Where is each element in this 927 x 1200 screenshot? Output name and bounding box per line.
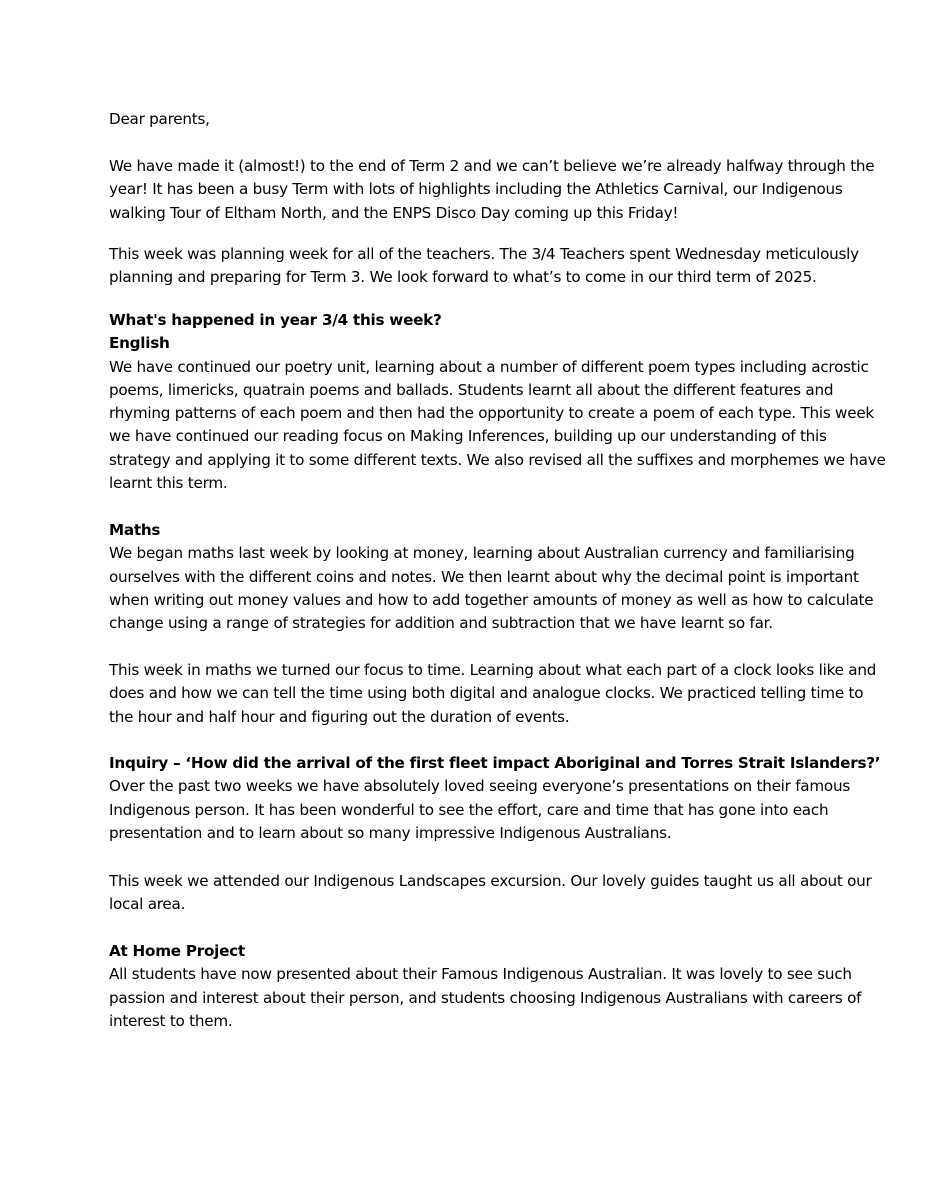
- inquiry-line: presentation and to learn about so many impressive Indigenous Australians.: [109, 823, 672, 842]
- inquiry-section: [109, 752, 881, 845]
- english-line: we have continued our reading focus on Making Inferences, building up our understanding of this: [109, 427, 827, 446]
- english-line: We have continued our poetry unit, learning about a number of different poem types including acrostic: [109, 357, 869, 376]
- excursion-paragraph: [109, 870, 872, 917]
- greeting-text: Dear parents,: [109, 110, 210, 128]
- intro-line: year! It has been a busy Term with lots of highlights including the Athletics Carnival, our Indigenous: [109, 180, 843, 199]
- english-line: strategy and applying it to some different texts. We also revised all the suffixes and morphemes we have: [109, 450, 886, 469]
- english-heading: English: [109, 334, 170, 353]
- home-project-line: All students have now presented about their Famous Indigenous Australian. It was lovely to see such: [109, 965, 852, 984]
- maths-heading: Maths: [109, 521, 161, 539]
- home-project-line: passion and interest about their person, and students choosing Indigenous Australians with careers of: [109, 988, 862, 1007]
- inquiry-line: Indigenous person. It has been wonderful to see the effort, care and time that has gone into each: [109, 800, 829, 819]
- inquiry-heading: Inquiry – ‘How did the arrival of the first fleet impact Aboriginal and Torres Strait Islanders?’: [109, 754, 881, 772]
- english-line: rhyming patterns of each poem and then had the opportunity to create a poem of each type. This week: [109, 404, 874, 423]
- inquiry-line: local area.: [109, 895, 186, 914]
- english-section: [109, 309, 886, 495]
- intro-line: walking Tour of Eltham North, and the ENPS Disco Day coming up this Friday!: [109, 203, 679, 222]
- planning-paragraph: [109, 243, 859, 290]
- planning-line: This week was planning week for all of the teachers. The 3/4 Teachers spent Wednesday meticulously: [109, 245, 859, 263]
- greeting: [109, 108, 821, 131]
- maths-line: change using a range of strategies for addition and subtraction that we have learnt so far.: [109, 614, 773, 633]
- intro-paragraph: [109, 155, 875, 225]
- maths-line: ourselves with the different coins and notes. We then learnt about why the decimal point is important: [109, 567, 859, 586]
- maths-section: [109, 519, 874, 635]
- home-project-section: [109, 940, 862, 1033]
- inquiry-line: This week we attended our Indigenous Landscapes excursion. Our lovely guides taught us all about our: [109, 872, 872, 890]
- english-line: learnt this term.: [109, 474, 228, 493]
- inquiry-line: Over the past two weeks we have absolutely loved seeing everyone’s presentations on their famous: [109, 777, 850, 796]
- maths-line: does and how we can tell the time using both digital and analogue clocks. We practiced telling time to: [109, 684, 864, 703]
- section-heading: What's happened in year 3/4 this week?: [109, 311, 442, 329]
- home-project-heading: At Home Project: [109, 942, 245, 960]
- intro-line: We have made it (almost!) to the end of Term 2 and we can’t believe we’re already halfway through the: [109, 157, 875, 175]
- english-line: poems, limericks, quatrain poems and ballads. Students learnt all about the different features and: [109, 380, 834, 399]
- maths-time-paragraph: [109, 659, 877, 729]
- home-project-line: interest to them.: [109, 1011, 233, 1030]
- maths-line: the hour and half hour and figuring out the duration of events.: [109, 707, 570, 726]
- maths-line: This week in maths we turned our focus to time. Learning about what each part of a clock looks like and: [109, 661, 877, 679]
- planning-line: planning and preparing for Term 3. We look forward to what’s to come in our third term of 2025.: [109, 268, 817, 287]
- maths-line: when writing out money values and how to add together amounts of money as well as how to calculate: [109, 590, 874, 609]
- maths-line: We began maths last week by looking at money, learning about Australian currency and familiarising: [109, 544, 855, 563]
